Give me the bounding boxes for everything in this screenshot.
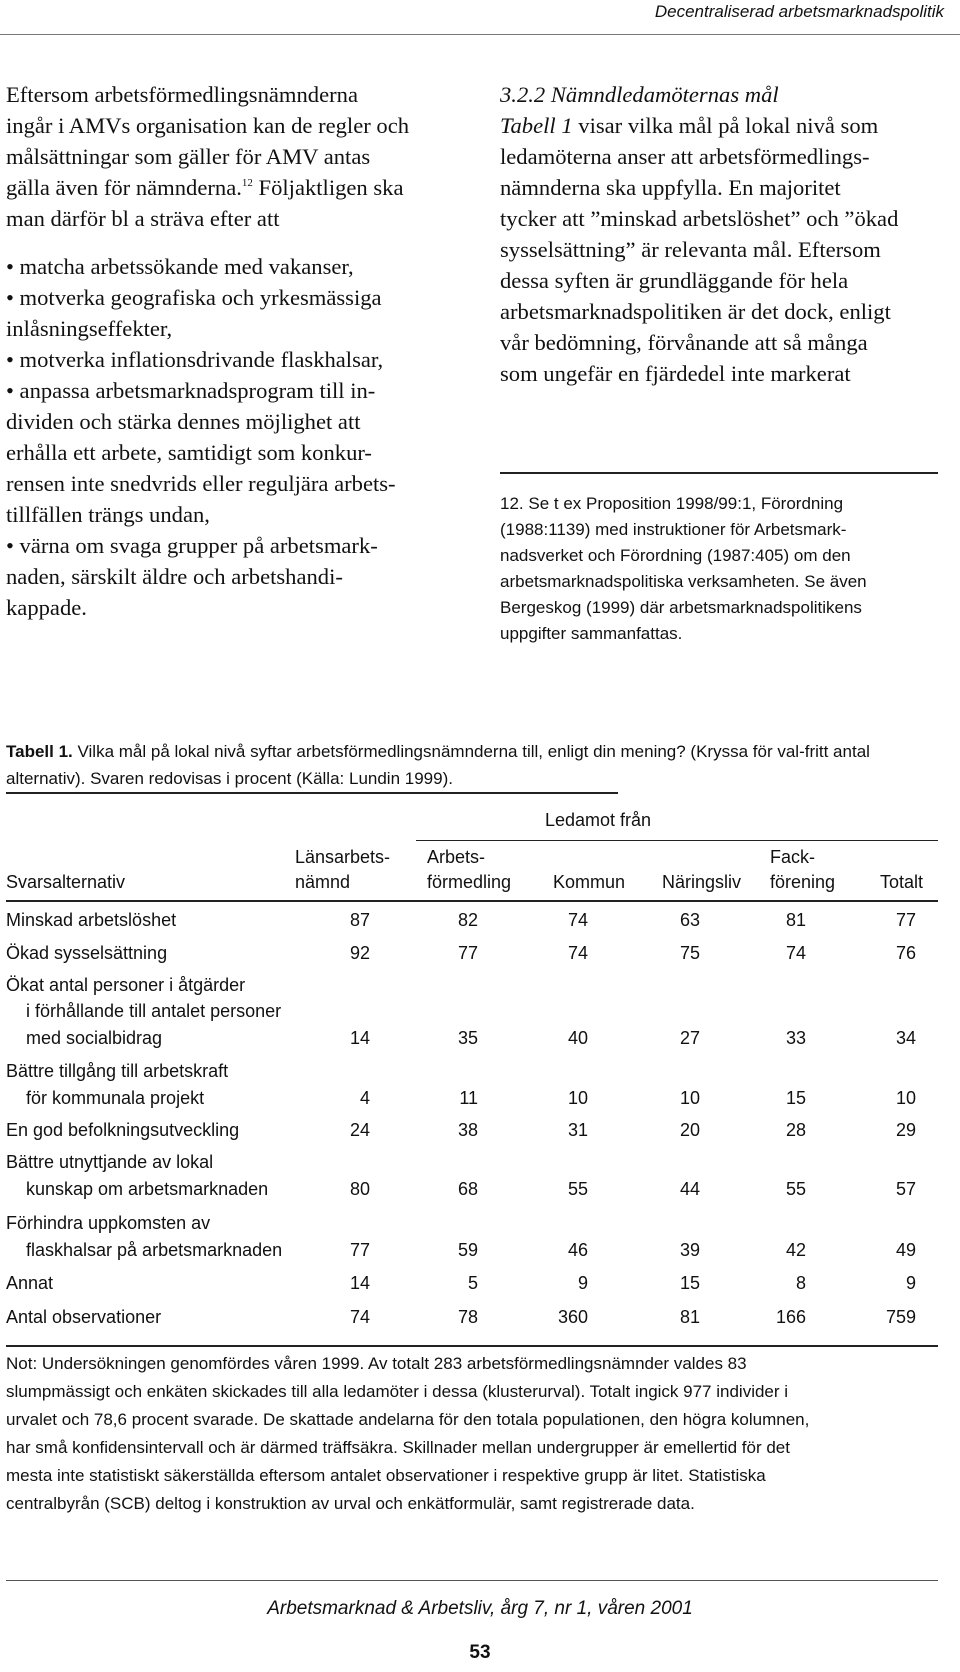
- left-line-1: Eftersom arbetsförmedlingsnämnderna: [6, 82, 358, 107]
- note-line: Not: Undersökningen genomfördes våren 1999. Av totalt 283 arbetsförmedlingsnämnder valdes 83: [6, 1354, 747, 1373]
- row-label: Antal observationer: [6, 1307, 162, 1327]
- table-caption: [6, 738, 926, 792]
- right-line: som ungefär en fjärdedel inte markerat: [500, 361, 851, 386]
- row-label: i förhållande till antalet personer: [26, 1001, 282, 1021]
- bullet-continuation: naden, särskilt äldre och arbetshandi-: [6, 564, 343, 589]
- cell-fackforening: 81: [785, 910, 806, 930]
- cell-naringsliv: 81: [679, 1307, 700, 1327]
- cell-arbetsformedling: 77: [457, 943, 478, 963]
- cell-arbetsformedling: 35: [457, 1028, 478, 1048]
- row-label: flaskhalsar på arbetsmarknaden: [26, 1240, 283, 1260]
- col-header-fackforening-line2: förening: [770, 872, 836, 892]
- cell-lansarbetsnamnd: 14: [349, 1273, 370, 1293]
- table-header-rule: [6, 900, 938, 902]
- cell-fackforening: 28: [785, 1120, 806, 1140]
- cell-fackforening: 33: [785, 1028, 806, 1048]
- running-header: [0, 2, 960, 22]
- header-rule: [0, 34, 960, 35]
- bullet-item: • matcha arbetssökande med vakanser,: [6, 254, 354, 279]
- cell-arbetsformedling: 59: [457, 1240, 478, 1260]
- group-header-rule: [416, 840, 938, 841]
- journal-citation: Arbetsmarknad & Arbetsliv, årg 7, nr 1, våren 2001: [267, 1598, 693, 1619]
- cell-totalt: 9: [905, 1273, 916, 1293]
- bullet-item: • värna om svaga grupper på arbetsmark-: [6, 533, 378, 558]
- cell-lansarbetsnamnd: 24: [349, 1120, 370, 1140]
- row-label: Ökad sysselsättning: [6, 943, 168, 963]
- section-heading: 3.2.2 Nämndledamöternas mål: [500, 82, 779, 107]
- row-label: En god befolkningsutveckling: [6, 1120, 240, 1140]
- cell-totalt: 759: [885, 1307, 916, 1327]
- cell-kommun: 31: [567, 1120, 588, 1140]
- footer-rule: [6, 1580, 938, 1581]
- footnote-line: 12. Se t ex Proposition 1998/99:1, Förordning: [500, 494, 844, 513]
- cell-fackforening: 55: [785, 1179, 806, 1199]
- col-header-arbetsformedling-line2: förmedling: [427, 872, 512, 892]
- note-line: slumpmässigt och enkäten skickades till alla ledamöter i dessa (klusterurval). Totalt ingick 977 individer i: [6, 1382, 789, 1401]
- right-line: nämnderna ska uppfylla. En majoritet: [500, 175, 841, 200]
- cell-kommun: 10: [567, 1088, 588, 1108]
- col-header-totalt: Totalt: [880, 872, 924, 892]
- cell-arbetsformedling: 11: [459, 1088, 478, 1108]
- cell-totalt: 10: [895, 1088, 916, 1108]
- row-label: Annat: [6, 1273, 54, 1293]
- cell-lansarbetsnamnd: 77: [349, 1240, 370, 1260]
- cell-lansarbetsnamnd: 80: [349, 1179, 370, 1199]
- cell-fackforening: 15: [785, 1088, 806, 1108]
- col-header-naringsliv: Näringsliv: [662, 872, 742, 892]
- row-label: för kommunala projekt: [26, 1088, 205, 1108]
- footnote-line: uppgifter sammanfattas.: [500, 624, 683, 643]
- cell-totalt: 49: [895, 1240, 916, 1260]
- right-line: tycker att ”minskad arbetslöshet” och ”ökad: [500, 206, 899, 231]
- cell-kommun: 55: [567, 1179, 588, 1199]
- footnote-line: (1988:1139) med instruktioner för Arbetsmark-: [500, 520, 847, 539]
- note-line: urvalet och 78,6 procent svarade. De skattade andelarna för den totala populationen, den högra kolumnen,: [6, 1410, 810, 1429]
- footnote-line: arbetsmarknadspolitiska verksamheten. Se även: [500, 572, 867, 591]
- col-header-lansarbetsnamnd-line2: nämnd: [295, 872, 351, 892]
- right-line: dessa syften är grundläggande för hela: [500, 268, 849, 293]
- page-number: 53: [469, 1642, 491, 1663]
- left-line-2: ingår i AMVs organisation kan de regler och: [6, 113, 410, 138]
- cell-fackforening: 8: [795, 1273, 806, 1293]
- cell-naringsliv: 15: [679, 1273, 700, 1293]
- cell-arbetsformedling: 38: [457, 1120, 478, 1140]
- cell-totalt: 29: [895, 1120, 916, 1140]
- footnote-line: Bergeskog (1999) där arbetsmarknadspolitikens: [500, 598, 862, 617]
- bullet-item: • anpassa arbetsmarknadsprogram till in-: [6, 378, 376, 403]
- cell-naringsliv: 20: [679, 1120, 700, 1140]
- cell-totalt: 57: [895, 1179, 916, 1199]
- cell-lansarbetsnamnd: 14: [349, 1028, 370, 1048]
- right-line: sysselsättning” är relevanta mål. Eftersom: [500, 237, 881, 262]
- table-bottom-rule: [6, 1345, 938, 1347]
- caption-rule: [6, 792, 618, 794]
- left-line-4-start: gälla även för nämnderna.: [6, 175, 242, 200]
- cell-fackforening: 42: [785, 1240, 806, 1260]
- cell-totalt: 76: [895, 943, 916, 963]
- cell-kommun: 46: [567, 1240, 588, 1260]
- col-header-arbetsformedling-line1: Arbets-: [427, 847, 486, 867]
- right-line: ledamöterna anser att arbetsförmedlings-: [500, 144, 870, 169]
- cell-totalt: 34: [895, 1028, 916, 1048]
- table-note: [6, 1350, 941, 1518]
- cell-arbetsformedling: 82: [457, 910, 478, 930]
- group-header: Ledamot från: [545, 810, 652, 830]
- cell-kommun: 40: [567, 1028, 588, 1048]
- cell-fackforening: 74: [785, 943, 806, 963]
- cell-totalt: 77: [895, 910, 916, 930]
- cell-fackforening: 166: [775, 1307, 806, 1327]
- bullet-item: • motverka geografiska och yrkesmässiga: [6, 285, 382, 310]
- footnote-ref: 12: [241, 177, 253, 189]
- row-label: Ökat antal personer i åtgärder: [6, 975, 246, 995]
- bullet-continuation: rensen inte snedvrids eller reguljära arbets-: [6, 471, 396, 496]
- cell-lansarbetsnamnd: 92: [349, 943, 370, 963]
- cell-arbetsformedling: 5: [467, 1273, 478, 1293]
- left-line-3: målsättningar som gäller för AMV antas: [6, 144, 371, 169]
- cell-arbetsformedling: 68: [457, 1179, 478, 1199]
- bullet-continuation: tillfällen trängs undan,: [6, 502, 210, 527]
- bullet-continuation: kappade.: [6, 595, 87, 620]
- cell-naringsliv: 39: [679, 1240, 700, 1260]
- footnote-rule: [500, 472, 938, 474]
- note-line: centralbyrån (SCB) deltog i konstruktion av urval och enkätformulär, samt registrerade data.: [6, 1494, 695, 1513]
- cell-lansarbetsnamnd: 87: [349, 910, 370, 930]
- col-header-svarsalternativ: Svarsalternativ: [6, 872, 126, 892]
- bullet-continuation: inlåsningseffekter,: [6, 316, 173, 341]
- row-label: kunskap om arbetsmarknaden: [26, 1179, 269, 1199]
- note-line: har små konfidensintervall och är därmed träffsäkra. Skillnader mellan undergrupper är emellertid för det: [6, 1438, 790, 1457]
- left-line-5: man därför bl a sträva efter att: [6, 206, 280, 231]
- left-line-4: [6, 175, 404, 201]
- cell-kommun: 360: [557, 1307, 588, 1327]
- footnote-line: nadsverket och Förordning (1987:405) om den: [500, 546, 851, 565]
- row-label: Bättre utnyttjande av lokal: [6, 1152, 214, 1172]
- right-line-1: [500, 113, 878, 139]
- cell-arbetsformedling: 78: [457, 1307, 478, 1327]
- bullet-item: • motverka inflationsdrivande flaskhalsar,: [6, 347, 384, 372]
- table-caption-text: Vilka mål på lokal nivå syftar arbetsförmedlingsnämnderna till, enligt din mening? (Kryssa för val-fritt antal alternativ). Svaren redovisas i procent (Källa: Lundin 1999).: [6, 742, 870, 788]
- right-line: arbetsmarknadspolitiken är det dock, enligt: [500, 299, 891, 324]
- cell-naringsliv: 44: [679, 1179, 700, 1199]
- row-label: Minskad arbetslöshet: [6, 910, 177, 930]
- row-label: Förhindra uppkomsten av: [6, 1213, 211, 1233]
- cell-naringsliv: 75: [679, 943, 700, 963]
- col-header-kommun: Kommun: [553, 872, 626, 892]
- running-title: Decentraliserad arbetsmarknadspolitik: [654, 2, 944, 21]
- table-reference: Tabell 1: [500, 113, 573, 138]
- right-line-1-rest: visar vilka mål på lokal nivå som: [572, 113, 879, 138]
- row-label: Bättre tillgång till arbetskraft: [6, 1061, 229, 1081]
- col-header-fackforening-line1: Fack-: [770, 847, 815, 867]
- cell-naringsliv: 63: [679, 910, 700, 930]
- cell-kommun: 74: [567, 910, 588, 930]
- cell-lansarbetsnamnd: 74: [349, 1307, 370, 1327]
- col-header-lansarbetsnamnd-line1: Länsarbets-: [295, 847, 391, 867]
- right-line: vår bedömning, förvånande att så många: [500, 330, 868, 355]
- cell-naringsliv: 10: [679, 1088, 700, 1108]
- cell-kommun: 74: [567, 943, 588, 963]
- note-line: mesta inte statistiskt säkerställda eftersom antalet observationer i respektive grupp är litet. Statistiska: [6, 1466, 766, 1485]
- cell-lansarbetsnamnd: 4: [359, 1088, 370, 1108]
- bullet-continuation: erhålla ett arbete, samtidigt som konkur-: [6, 440, 372, 465]
- bullet-continuation: dividen och stärka dennes möjlighet att: [6, 409, 361, 434]
- cell-kommun: 9: [577, 1273, 588, 1293]
- cell-naringsliv: 27: [679, 1028, 700, 1048]
- left-line-4-end: Följaktligen ska: [252, 175, 404, 200]
- row-label: med socialbidrag: [26, 1028, 163, 1048]
- table-caption-label: Tabell 1.: [6, 742, 73, 761]
